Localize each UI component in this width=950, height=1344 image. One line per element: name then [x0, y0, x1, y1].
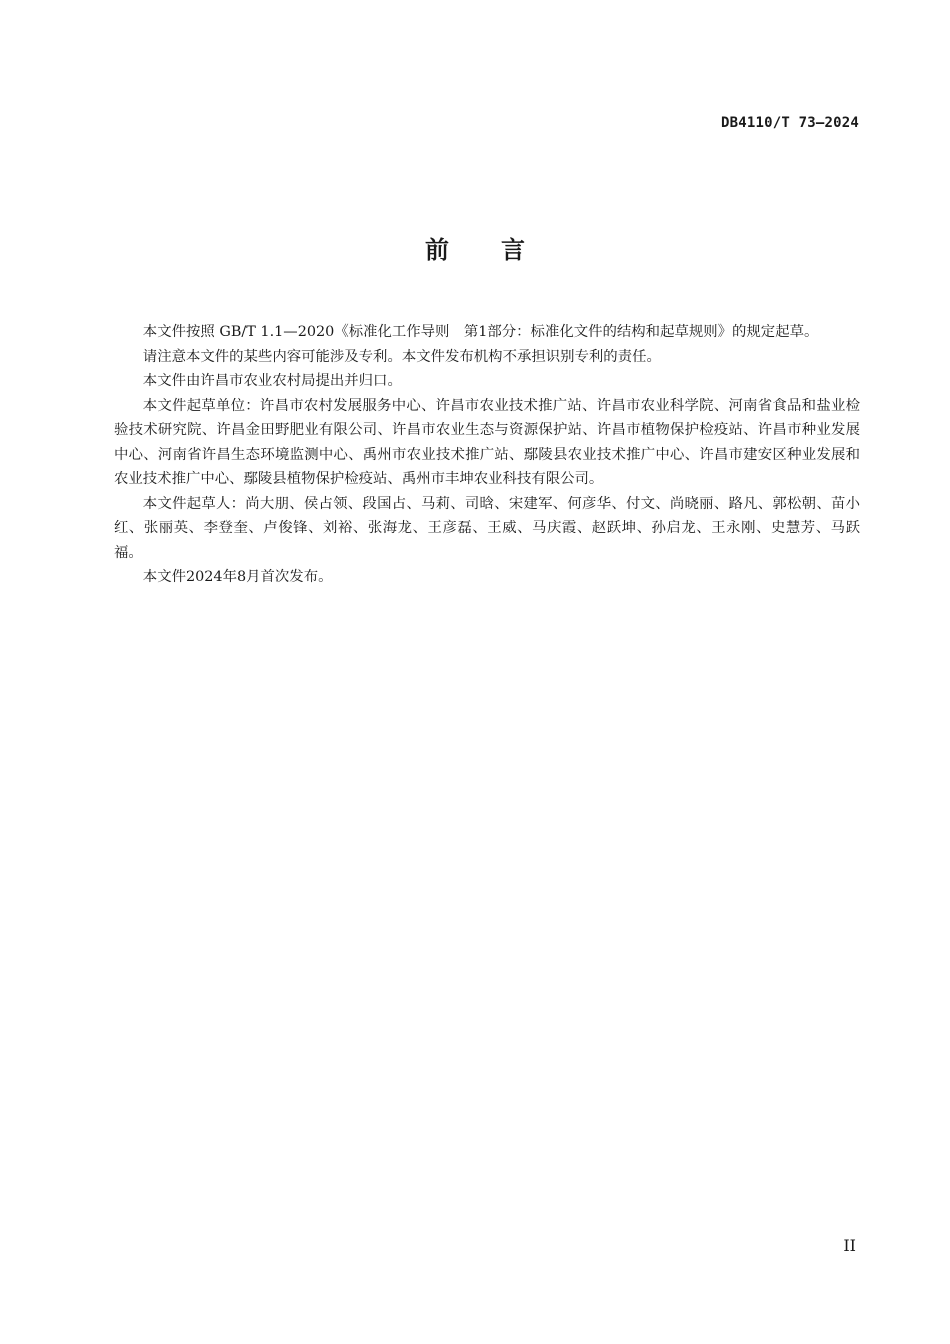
paragraph-proposer: 本文件由许昌市农业农村局提出并归口。 — [142, 373, 402, 389]
paragraph-release-info: 本文件2024年8月首次发布。 — [142, 569, 333, 585]
paragraph-drafters: 本文件起草人：尚大朋、侯占领、段国占、马莉、司晗、宋建军、何彦华、付文、尚晓丽、路凡、郭松朝、苗小红、张丽英、李登奎、卢俊锋、刘裕、张海龙、王彦磊、王威、马庆霞、赵跃坤、孙启龙、王永刚、史慧芳、马跃福。 — [114, 495, 860, 561]
paragraph-patent-notice: 请注意本文件的某些内容可能涉及专利。本文件发布机构不承担识别专利的责任。 — [142, 348, 661, 365]
paragraph-drafting-basis: 本文件按照 GB/T 1.1—2020《标准化工作导则 第1部分：标准化文件的结构和起草规则》的规定起草。 — [142, 324, 819, 340]
page-title: 前言 — [425, 236, 577, 264]
foreword-body — [114, 320, 860, 590]
document-code: DB4110/T 73—2024 — [720, 115, 859, 131]
page-number: II — [843, 1236, 856, 1255]
paragraph-drafting-units: 本文件起草单位：许昌市农村发展服务中心、许昌市农业技术推广站、许昌市农业科学院、河南省食品和盐业检验技术研究院、许昌金田野肥业有限公司、许昌市农业生态与资源保护站、许昌市植物保护检疫站、许昌市种业发展中心、河南省许昌生态环境监测中心、禹州市农业技术推广站、鄢陵县农业技术推广中心、许昌市建安区种业发展和农业技术推广中心、鄢陵县植物保护检疫站、禹州市丰坤农业科技有限公司。 — [114, 397, 860, 487]
